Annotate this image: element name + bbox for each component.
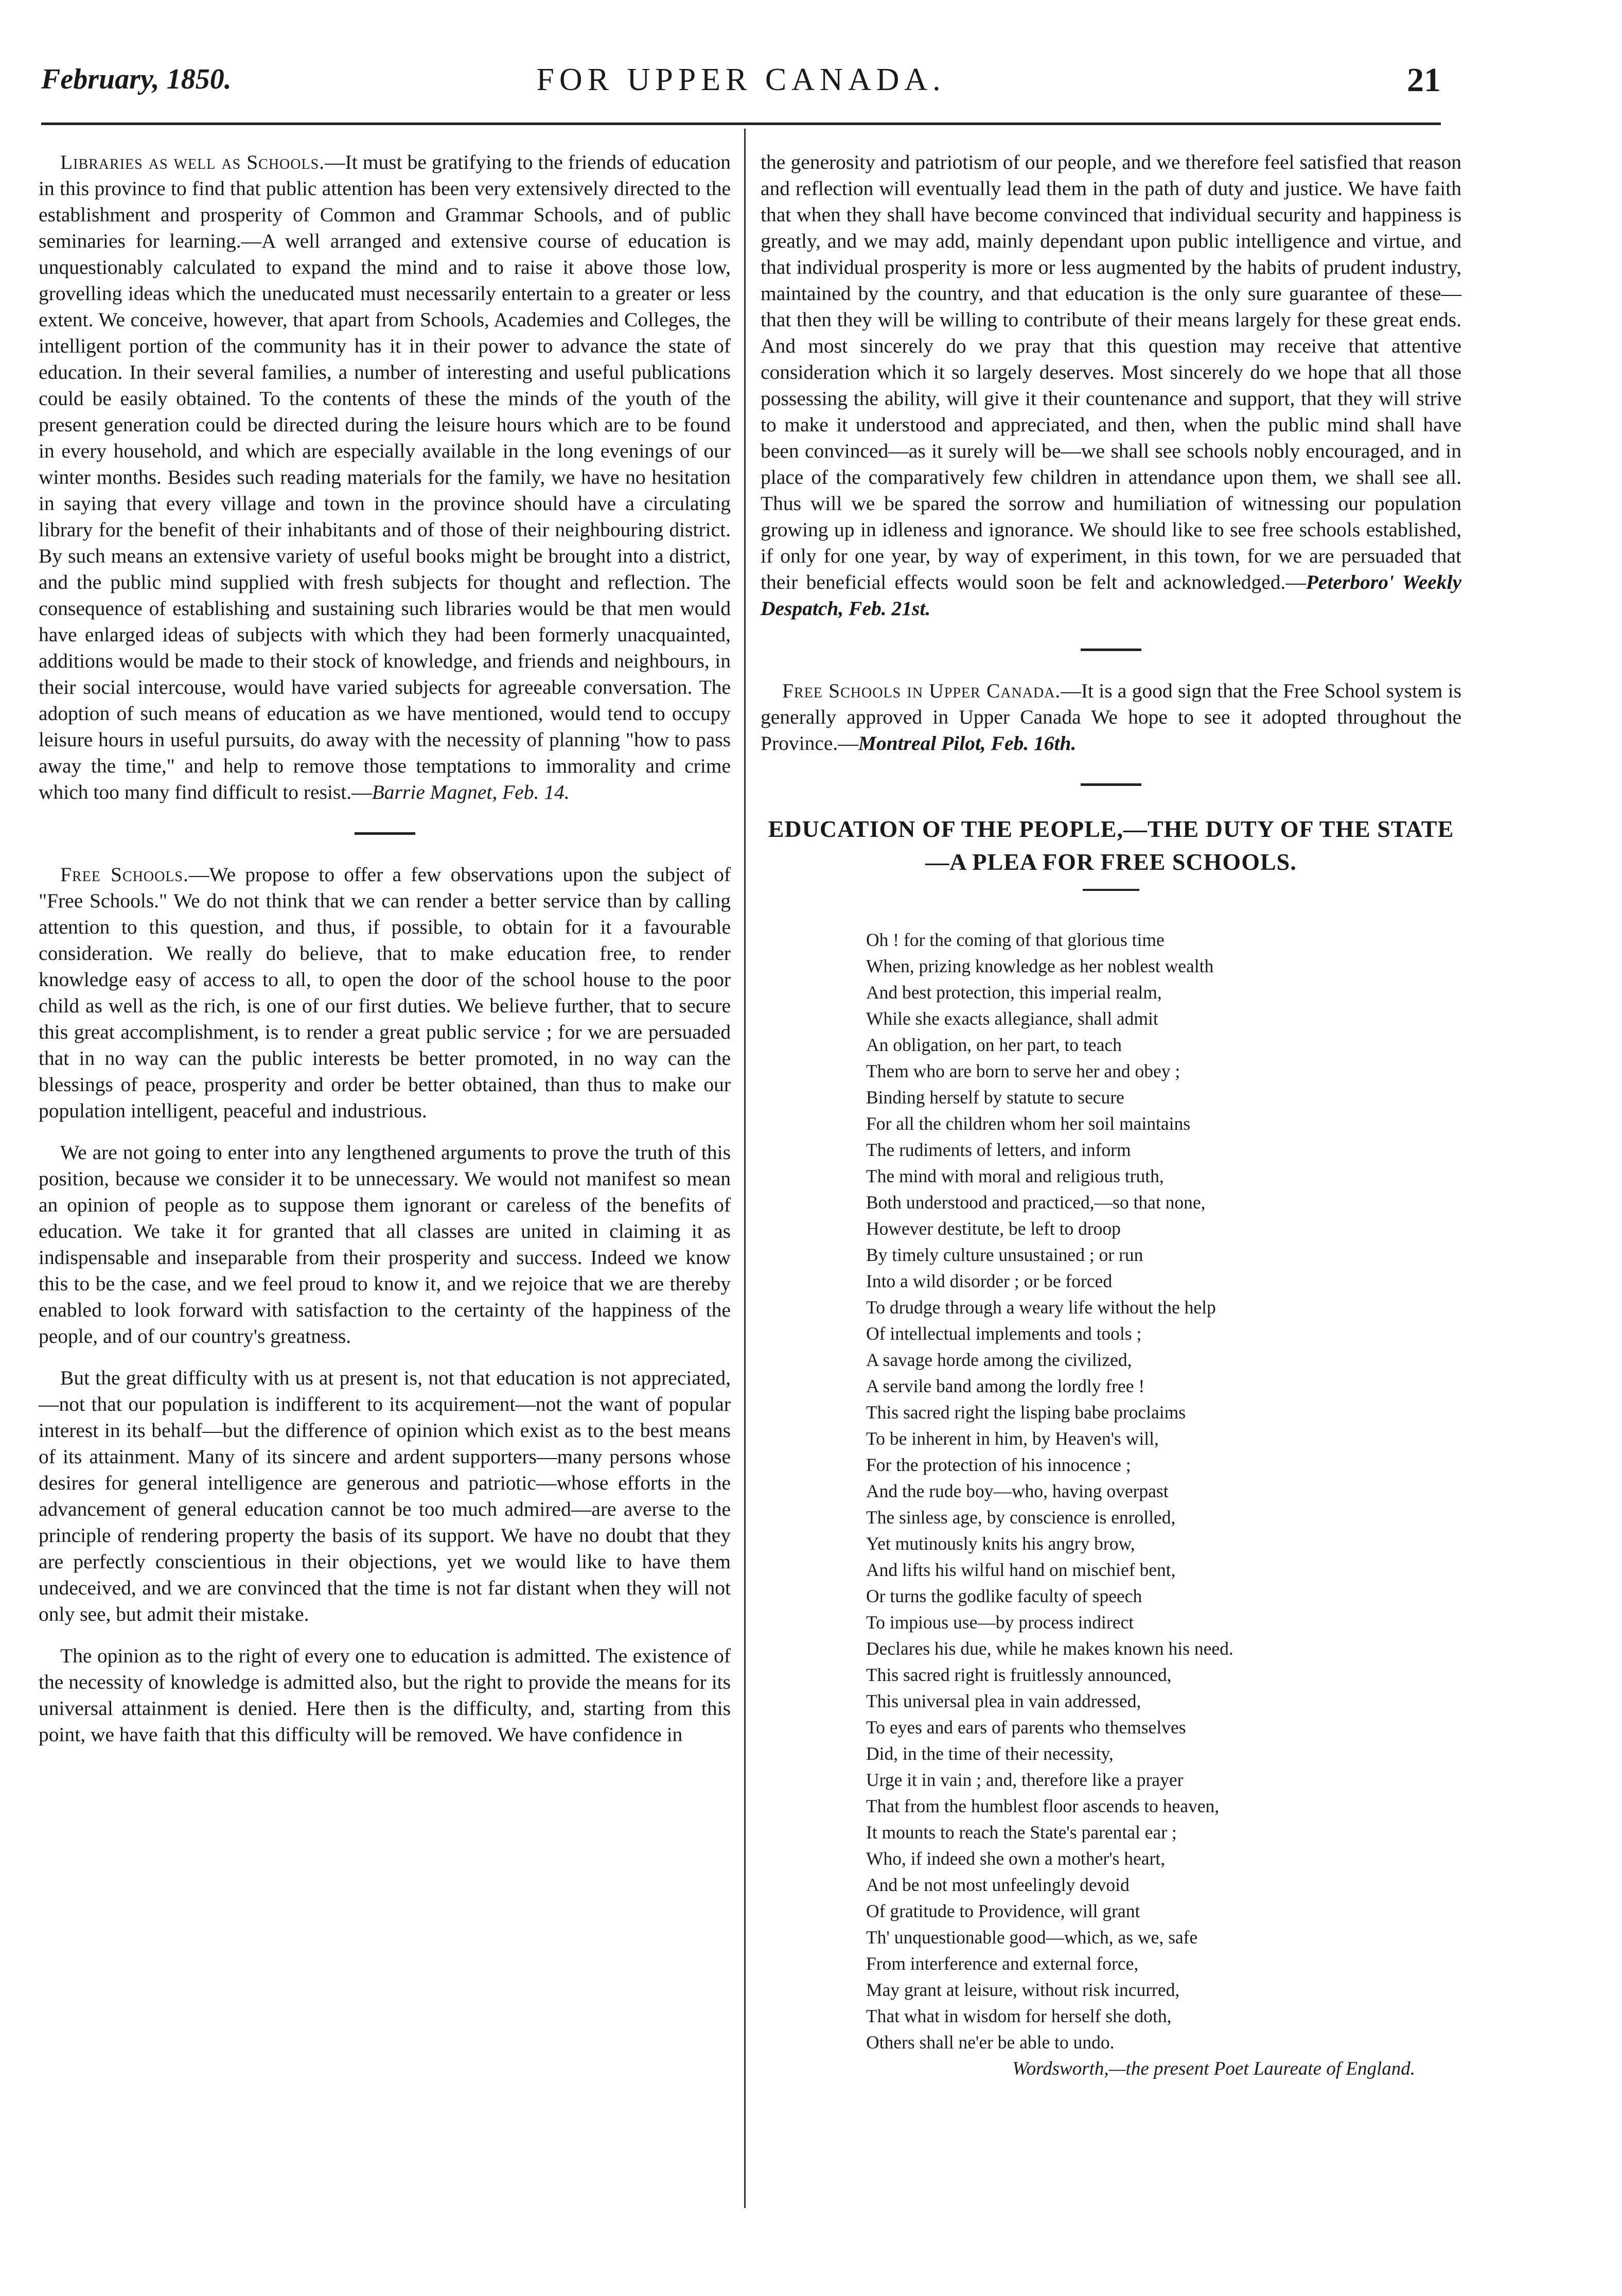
poem-line: Both understood and practiced,—so that none, bbox=[866, 1192, 1206, 1213]
title-rule bbox=[1083, 889, 1139, 891]
poem-line: The mind with moral and religious truth, bbox=[866, 1166, 1164, 1186]
column-divider bbox=[744, 129, 746, 2208]
poem-section bbox=[761, 813, 1461, 2082]
article-source: Barrie Magnet, Feb. 14. bbox=[372, 781, 570, 803]
article-text: —It must be gratifying to the friends of education in this province to find that public attention has been very extensively directed to the establishment and prosperity of Common and Grammar Schools, and of public seminaries for learning.—A well arranged and extensive course of education is unquestionably calculated to expand the mind and to raise it above those low, grovelling ideas which the uneducated must necessarily entertain to a greater or less extent. We conceive, however, that apart from Schools, Academies and Colleges, the intelligent portion of the community has it in their power to advance the state of education. In their several families, a number of interesting and useful publications could be easily obtained. To the contents of these the minds of the youth of the present generation could be directed during the leisure hours which are to be found in every household, and which are especially available in the long evenings of our winter months. Besides such reading materials for the family, we have no hesitation in saying that every village and town in the province should have a circulating library for the benefit of their inhabitants and of those of their neighbouring district. By such means an extensive variety of useful books might be brought into a district, and the public mind supplied with fresh subjects for thought and reflection. The consequence of establishing and sustaining such libraries would be that men would have enlarged ideas of subjects with which they had been formerly unacquainted, additions would be made to their stock of knowledge, and friends and neighbours, in their social intercouse, would have varied subjects for agreeable conversation. The adoption of such means of education as we have mentioned, would tend to occupy leisure hours in useful pursuits, do away with the necessity of planning "how to pass away the time," and help to remove those temptations to immorality and crime which too many find difficult to resist.— bbox=[39, 151, 731, 803]
article-source: Peterboro' Weekly Despatch, Feb. 21st. bbox=[761, 571, 1462, 620]
poem-line: And the rude boy—who, having overpast bbox=[866, 1481, 1169, 1501]
article-text: —We propose to offer a few observations upon the subject of "Free Schools." We do not think that we can render a better service than by calling attention to this question, and thus, if possible, to obtain for it a favourable consideration. We really do believe, that to make education free, to render knowledge easy of access to all, to open the door of the school house to the poor child as well as the rich, is one of our first duties. We believe further, that to secure this great accomplishment, is to render a great public service ; for we are persuaded that in no way can the public interests be better promoted, in no way can the blessings of peace, prosperity and order be better obtained, than thus to make our population intelligent, peaceful and industrious. bbox=[39, 863, 731, 1122]
poem-line: And be not most unfeelingly devoid bbox=[866, 1874, 1130, 1895]
header-rule bbox=[41, 122, 1441, 125]
poem-line: A servile band among the lordly free ! bbox=[866, 1376, 1145, 1396]
poem-line: Of gratitude to Providence, will grant bbox=[866, 1901, 1140, 1921]
article-paragraph: But the great difficulty with us at present is, not that education is not appreciated,—not that our population is indifferent to its acquirement—not the want of popular interest in its behalf—but the difference of opinion which exist as to the best means of its attainment. Many of its sincere and ardent supporters—many persons whose desires for general intelligence are generous and patriotic—whose efforts in the advancement of general education cannot be too much admired—are averse to the principle of rendering property the basis of its support. We have no doubt that they are perfectly conscientious in their objections, yet we would like to have them undeceived, and we are convinced that the time is not far distant when they will not only see, but admit their mistake. bbox=[39, 1366, 731, 1625]
poem-line: Others shall ne'er be able to undo. bbox=[866, 2032, 1115, 2053]
poem-attribution: Wordsworth,—the present Poet Laureate of England. bbox=[1012, 2058, 1415, 2079]
page-header bbox=[41, 58, 1441, 104]
poem-line: This sacred right the lisping babe proclaims bbox=[866, 1402, 1186, 1423]
article-paragraph: The opinion as to the right of every one to education is admitted. The existence of the necessity of knowledge is admitted also, but the right to provide the means for its universal attainment is denied. Here then is the difficulty, and, starting from this point, we have faith that this difficulty will be removed. We have confidence in bbox=[39, 1644, 731, 1746]
poem-line: The rudiments of letters, and inform bbox=[866, 1140, 1131, 1160]
poem-line: May grant at leisure, without risk incurred, bbox=[866, 1979, 1180, 2000]
poem-line: Into a wild disorder ; or be forced bbox=[866, 1271, 1113, 1291]
article-text: the generosity and patriotism of our people, and we therefore feel satisfied that reason and reflection will eventually lead them in the path of duty and justice. We have faith that when they shall have become convinced that individual security and happiness is greatly, and we may add, mainly dependant upon public intelligence and virtue, and that individual prosperity is more or less augmented by the habits of prudent industry, maintained by the country, and that education is the only sure guarantee of these—that then they will be willing to contribute of their means largely for these great ends. And most sincerely do we pray that this question may receive that attentive consideration which it so largely deserves. Most sincerely do we hope that all those possessing the ability, will give it their countenance and support, that they will strive to make it understood and appreciated, and then, when the public mind shall have been convinced—as it surely will be—we shall see schools nobly encouraged, and in place of the comparatively few children in attendance upon them, we shall see all. Thus will we be spared the sorrow and humiliation of witnessing our population growing up in idleness and ignorance. We should like to see free schools established, if only for one year, by way of experiment, in this town, for we are persuaded that their beneficial effects would soon be felt and acknowledged.— bbox=[761, 151, 1461, 593]
page-number: 21 bbox=[1407, 61, 1441, 99]
left-column bbox=[39, 149, 731, 1748]
poem-line: To eyes and ears of parents who themselves bbox=[866, 1717, 1186, 1738]
poem-line: And lifts his wilful hand on mischief bent, bbox=[866, 1559, 1176, 1580]
poem-line: Binding herself by statute to secure bbox=[866, 1087, 1124, 1108]
article-paragraph bbox=[39, 862, 731, 1124]
article-source: Montreal Pilot, Feb. 16th. bbox=[858, 732, 1077, 755]
poem-line: Th' unquestionable good—which, as we, safe bbox=[866, 1927, 1198, 1948]
poem-line: Did, in the time of their necessity, bbox=[866, 1743, 1114, 1764]
poem-section-title: EDUCATION OF THE PEOPLE,—THE DUTY OF THE STATE—A PLEA FOR FREE SCHOOLS. bbox=[768, 816, 1454, 875]
poem-line: To drudge through a weary life without the help bbox=[866, 1297, 1216, 1318]
poem-line: Urge it in vain ; and, therefore like a prayer bbox=[866, 1769, 1184, 1790]
poem-line: Or turns the godlike faculty of speech bbox=[866, 1586, 1142, 1606]
poem-line: Of intellectual implements and tools ; bbox=[866, 1323, 1142, 1344]
poem-line: That from the humblest floor ascends to heaven, bbox=[866, 1796, 1220, 1816]
article-continuation bbox=[761, 149, 1461, 622]
section-separator bbox=[1081, 649, 1141, 651]
article-upper-canada bbox=[761, 678, 1461, 757]
poem-line: For all the children whom her soil maintains bbox=[866, 1113, 1191, 1134]
article-lead: Free Schools in Upper Canada. bbox=[782, 679, 1061, 702]
article-libraries bbox=[39, 149, 731, 805]
poem-line: Who, if indeed she own a mother's heart, bbox=[866, 1848, 1166, 1869]
running-title: FOR UPPER CANADA. bbox=[536, 62, 946, 97]
right-column bbox=[761, 149, 1461, 2082]
poem-line: Yet mutinously knits his angry brow, bbox=[866, 1533, 1135, 1554]
poem-line: While she exacts allegiance, shall admit bbox=[866, 1008, 1158, 1029]
poem-line: Oh ! for the coming of that glorious time bbox=[866, 930, 1165, 950]
article-paragraph: We are not going to enter into any lengthened arguments to prove the truth of this position, because we consider it to be unnecessary. We would not manifest so mean an opinion of people as to suppose them ignorant or careless of the benefits of education. We take it for granted that all classes are united in claiming it as indispensable and inseparable from their prosperity and success. Indeed we know this to be the case, and we feel proud to know it, and we rejoice that we are thereby enabled to look forward with satisfaction to the certainty of the happiness of the people, and of our country's greatness. bbox=[39, 1141, 731, 1347]
article-free-schools bbox=[39, 862, 731, 1748]
section-separator bbox=[1081, 783, 1141, 786]
poem-line: An obligation, on her part, to teach bbox=[866, 1035, 1122, 1055]
poem-line: Declares his due, while he makes known his need. bbox=[866, 1638, 1233, 1659]
poem-line: From interference and external force, bbox=[866, 1953, 1139, 1974]
poem-line: When, prizing knowledge as her noblest wealth bbox=[866, 956, 1214, 976]
issue-date: February, 1850. bbox=[41, 63, 232, 95]
article-lead: Free Schools. bbox=[60, 863, 189, 886]
poem-line: By timely culture unsustained ; or run bbox=[866, 1245, 1143, 1265]
poem-body bbox=[866, 927, 1461, 2056]
poem-line: That what in wisdom for herself she doth, bbox=[866, 2006, 1172, 2026]
poem-line: This universal plea in vain addressed, bbox=[866, 1691, 1141, 1711]
poem-line: And best protection, this imperial realm, bbox=[866, 982, 1162, 1003]
poem-line: This sacred right is fruitlessly announced, bbox=[866, 1664, 1172, 1685]
section-separator bbox=[355, 832, 415, 835]
poem-line: A savage horde among the civilized, bbox=[866, 1349, 1132, 1370]
article-paragraph bbox=[39, 149, 731, 805]
article-text: —It is a good sign that the Free School system is generally approved in Upper Canada We hope to see it adopted throughout the Province.— bbox=[761, 679, 1462, 755]
poem-line: However destitute, be left to droop bbox=[866, 1218, 1121, 1239]
poem-line: Them who are born to serve her and obey ; bbox=[866, 1061, 1180, 1081]
poem-line: The sinless age, by conscience is enrolled, bbox=[866, 1507, 1176, 1528]
poem-line: For the protection of his innocence ; bbox=[866, 1454, 1131, 1475]
article-paragraph bbox=[761, 149, 1461, 622]
article-paragraph bbox=[761, 678, 1461, 757]
poem-line: It mounts to reach the State's parental ear ; bbox=[866, 1822, 1177, 1843]
poem-line: To be inherent in him, by Heaven's will, bbox=[866, 1428, 1159, 1449]
article-lead: Libraries as well as Schools. bbox=[60, 151, 325, 173]
poem-line: To impious use—by process indirect bbox=[866, 1612, 1134, 1633]
